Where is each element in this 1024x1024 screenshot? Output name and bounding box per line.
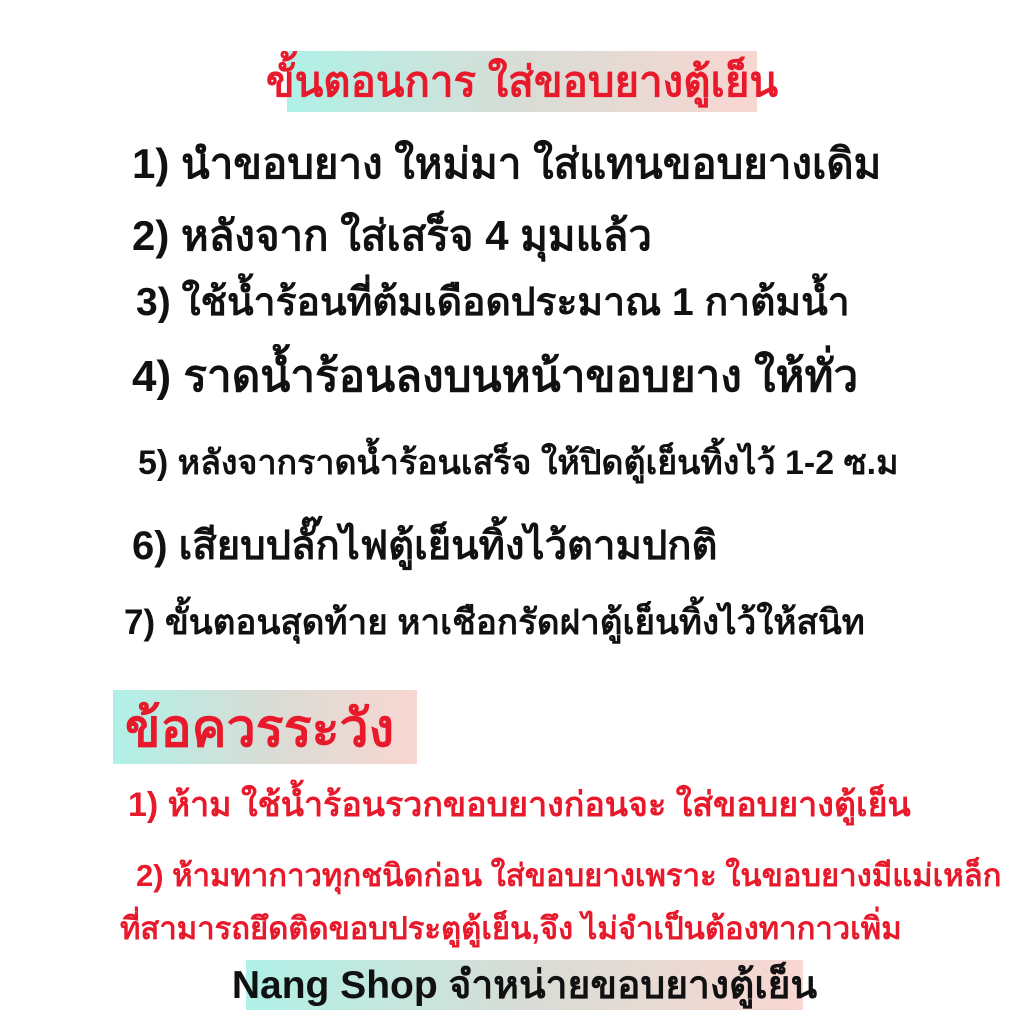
step-item-4: 4) ราดน้ำร้อนลงบนหน้าขอบยาง ให้ทั่ว (132, 352, 859, 401)
step-item-3: 3) ใช้น้ำร้อนที่ต้มเดือดประมาณ 1 กาต้มน้ำ (136, 281, 850, 324)
shop-name-text: Nang Shop จำหน่ายขอบยางตู้เย็น (231, 964, 818, 1007)
step-item-2: 2) หลังจาก ใส่เสร็จ 4 มุมแล้ว (132, 212, 652, 259)
warning-item-2-line-1: 2) ห้ามทากาวทุกชนิดก่อน ใส่ขอบยางเพราะ ในขอบยางมีแม่เหล็ก (136, 858, 1002, 893)
warning-header-title: ข้อควรระวัง (125, 699, 395, 758)
warning-header-banner (113, 690, 417, 764)
step-item-7: 7) ขั้นตอนสุดท้าย หาเชือกรัดฝาตู้เย็นทิ้งไว้ให้สนิท (124, 603, 865, 642)
page-title: ขั้นตอนการ ใส่ขอบยางตู้เย็น (265, 57, 779, 105)
footer-banner (231, 960, 818, 1010)
title-banner (265, 51, 779, 112)
warning-item-2-line-2: ที่สามารถยึดติดขอบประตูตู้เย็น,จึง ไม่จำเป็นต้องทากาวเพิ่ม (120, 911, 902, 946)
step-item-5: 5) หลังจากราดน้ำร้อนเสร็จ ให้ปิดตู้เย็นทิ้งไว้ 1-2 ซ.ม (138, 444, 899, 482)
step-item-1: 1) นำขอบยาง ใหม่มา ใส่แทนขอบยางเดิม (132, 140, 882, 187)
step-item-6: 6) เสียบปลั๊กไฟตู้เย็นทิ้งไว้ตามปกติ (132, 524, 718, 568)
warning-item-1: 1) ห้าม ใช้น้ำร้อนรวกขอบยางก่อนจะ ใส่ขอบยางตู้เย็น (128, 786, 911, 824)
